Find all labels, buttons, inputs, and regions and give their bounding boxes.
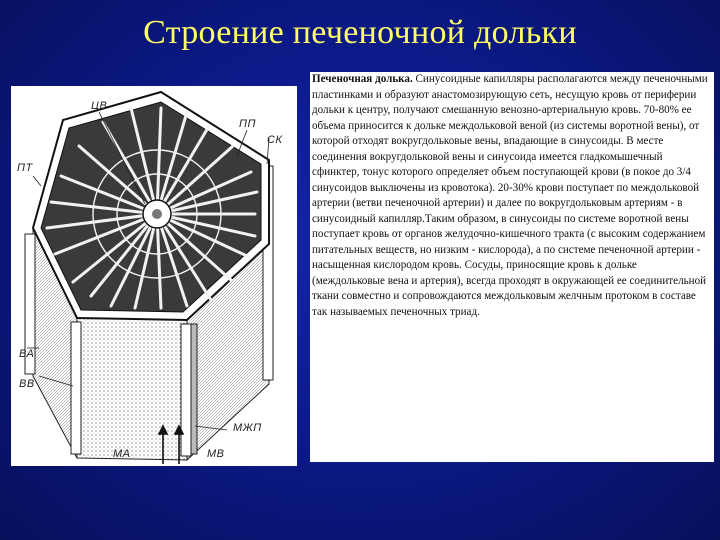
lobule-illustration [11,86,297,466]
liver-lobule-diagram [11,86,297,466]
vessel-front-right [181,324,191,456]
description-heading: Печеночная долька. [312,73,413,85]
description-body: Синусоидные капилляры располагаются между печеночными пластинками и образуют анастомозирующую сеть, несущую кровь от периферии дольки к центру, получают смешанную венозно-артериальную кровь. 70-80% ее объема приносится к дольке междольковой веной (из системы воротной вены), от которой отходят вокругдольковые вены, впадающие в синусоиды. В месте соединения вокругдольковой вены и синусоида имеется гладкомышечный сфинктер, тонус которого определяет объем поступающей крови (в покое до 3/4 синусоидов выключены из кровотока). 20-30% крови поступает по междольковой артерии (ветви печеночной артерии) и далее по вокругдольковым артериям - в синусоидный капилляр.Таким образом, в синусоиды по системе воротной вены поступает кровь от органов желудочно-кишечного тракта (с высоким содержанием питательных веществ, но низким - кислорода), а по системе печеночной артерии - насыщенная кислородом кровь. Сосуды, приносящие кровь к дольке (междольковые вена и артерия), всегда проходят в окружающей ее соединительной ткани совместно и сопровождаются междольковым желчным протоком в составе так называемых печеночных триад. [312,73,708,318]
bile-duct [191,324,197,454]
label-va: ВА [19,348,35,360]
prism-front-face [77,318,187,460]
slide-title: Строение печеночной дольки [143,14,577,51]
label-sinusoid-capillary: СК [267,134,283,146]
label-vv: ВВ [19,378,35,390]
label-bile-duct: МЖП [233,422,262,434]
description-panel [310,72,714,462]
central-vein-lumen [152,209,162,219]
label-interlobular-vein: МВ [207,448,225,460]
label-portal-triad: ПТ [17,162,33,174]
label-central-vein: ЦВ [91,100,108,112]
vessel-front-left [71,322,81,454]
label-interlobular-artery: МА [113,448,131,460]
label-pp: ПП [239,118,256,130]
